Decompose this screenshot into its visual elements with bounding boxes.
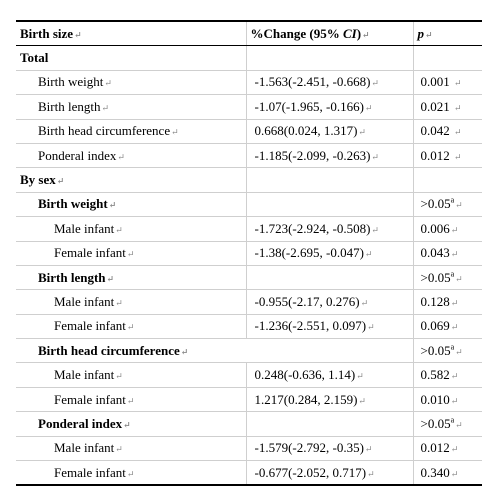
row-label: Male infant↵ <box>16 363 246 387</box>
change-value: -1.563(-2.451, -0.668)↵ <box>246 70 413 94</box>
subgroup-label: Birth length↵ <box>16 265 246 289</box>
p-value: >0.05$^a$↵ <box>413 192 482 216</box>
change-value: -0.955(-2.17, 0.276)↵ <box>246 290 413 314</box>
p-value: 0.021 ↵ <box>413 95 482 119</box>
row-label: Male infant↵ <box>16 436 246 460</box>
p-value: 0.001 ↵ <box>413 70 482 94</box>
row-label: Male infant↵ <box>16 217 246 241</box>
p-value: 0.069↵ <box>413 314 482 338</box>
change-value: -1.579(-2.792, -0.35)↵ <box>246 436 413 460</box>
change-value: -1.236(-2.551, 0.097)↵ <box>246 314 413 338</box>
row-label: Male infant↵ <box>16 290 246 314</box>
p-value: >0.05$^a$↵ <box>413 412 482 436</box>
section-row-total <box>16 46 482 70</box>
change-value: 0.248(-0.636, 1.14)↵ <box>246 363 413 387</box>
p-value: 0.340↵ <box>413 461 482 486</box>
row-label: Birth weight↵ <box>16 70 246 94</box>
subgroup-label: Birth head circumference↵ <box>16 339 413 363</box>
table-row <box>16 241 482 265</box>
change-value: 1.217(0.284, 2.159)↵ <box>246 387 413 411</box>
row-label: Female infant↵ <box>16 314 246 338</box>
p-value: 0.006↵ <box>413 217 482 241</box>
table-row <box>16 363 482 387</box>
table-row <box>16 461 482 486</box>
table-row <box>16 436 482 460</box>
row-label: Female infant↵ <box>16 461 246 486</box>
p-value: 0.582↵ <box>413 363 482 387</box>
table-row <box>16 143 482 167</box>
table-row <box>16 119 482 143</box>
header-p: p↵ <box>413 21 482 46</box>
row-label: Birth head circumference↵ <box>16 119 246 143</box>
row-label: Birth length↵ <box>16 95 246 119</box>
subgroup-row <box>16 265 482 289</box>
subgroup-label: Birth weight↵ <box>16 192 246 216</box>
change-value: -1.723(-2.924, -0.508)↵ <box>246 217 413 241</box>
header-birth-size: Birth size↵ <box>16 21 246 46</box>
p-value: 0.010↵ <box>413 387 482 411</box>
change-value: -1.07(-1.965, -0.166)↵ <box>246 95 413 119</box>
p-value: 0.012 ↵ <box>413 143 482 167</box>
row-label: Female infant↵ <box>16 387 246 411</box>
results-table <box>16 20 482 486</box>
change-value: -0.677(-2.052, 0.717)↵ <box>246 461 413 486</box>
subgroup-row <box>16 412 482 436</box>
change-value: 0.668(0.024, 1.317)↵ <box>246 119 413 143</box>
table-row <box>16 217 482 241</box>
subgroup-row <box>16 192 482 216</box>
change-value: -1.185(-2.099, -0.263)↵ <box>246 143 413 167</box>
table-row <box>16 95 482 119</box>
subgroup-label: Ponderal index↵ <box>16 412 246 436</box>
table-row <box>16 70 482 94</box>
p-value: 0.012↵ <box>413 436 482 460</box>
change-value: -1.38(-2.695, -0.047)↵ <box>246 241 413 265</box>
subgroup-row <box>16 339 482 363</box>
header-row <box>16 21 482 46</box>
p-value: 0.042 ↵ <box>413 119 482 143</box>
table-row <box>16 290 482 314</box>
table-row <box>16 314 482 338</box>
table-row <box>16 387 482 411</box>
p-value: 0.043↵ <box>413 241 482 265</box>
header-change: %Change (95% CI)↵ <box>246 21 413 46</box>
p-value: 0.128↵ <box>413 290 482 314</box>
section-row-by-sex <box>16 168 482 192</box>
section-label: By sex↵ <box>16 168 246 192</box>
p-value: >0.05$^a$↵ <box>413 265 482 289</box>
row-label: Female infant↵ <box>16 241 246 265</box>
section-label: Total <box>16 46 246 70</box>
row-label: Ponderal index↵ <box>16 143 246 167</box>
p-value: >0.05$^a$↵ <box>413 339 482 363</box>
